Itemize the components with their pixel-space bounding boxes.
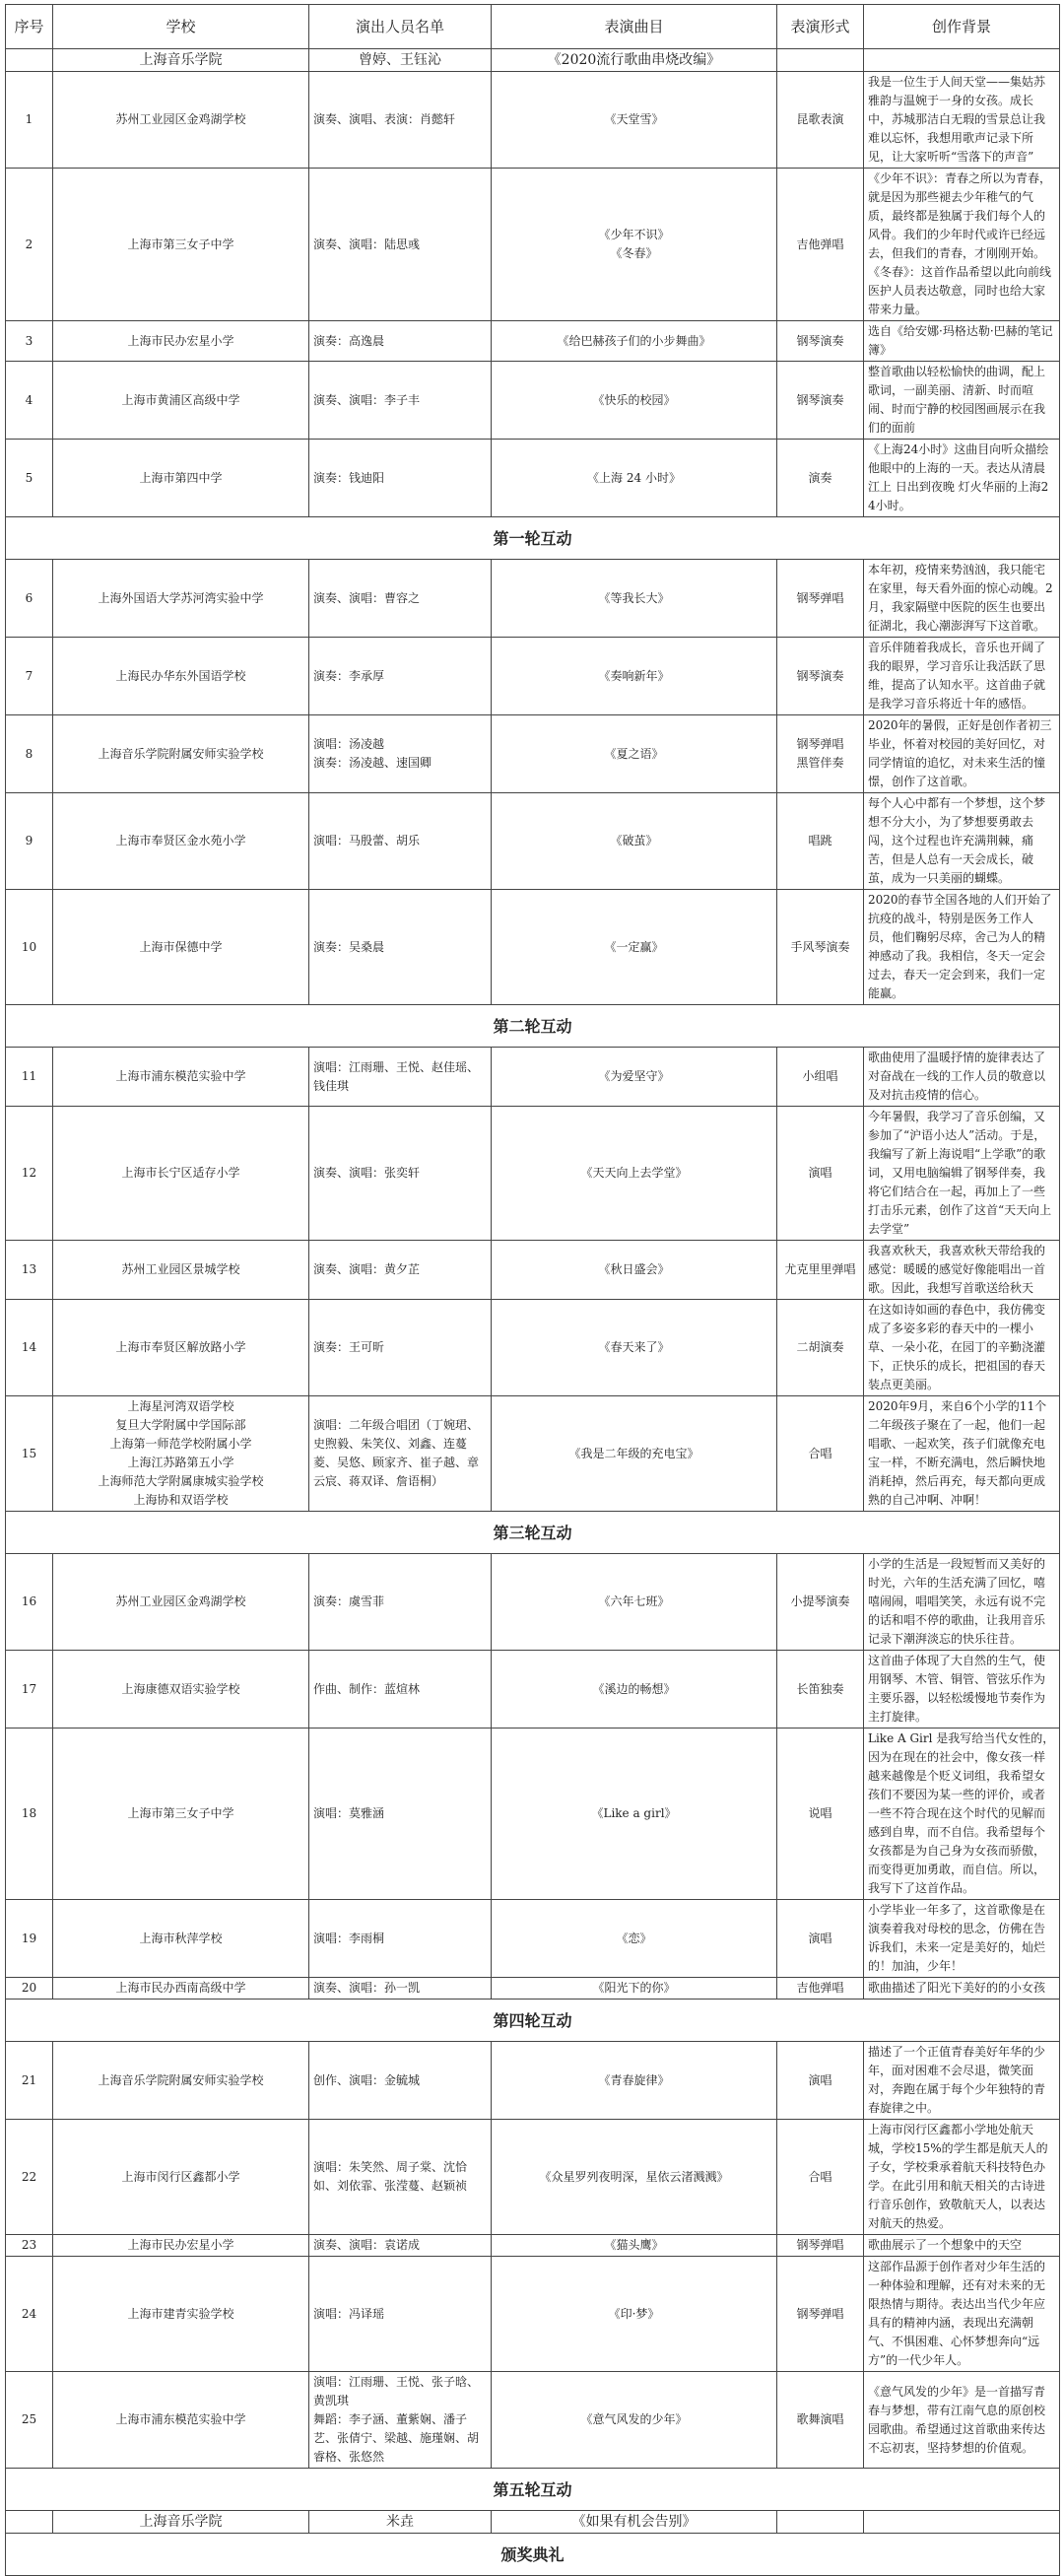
- opening-song: 《2020流行歌曲串烧改编》: [492, 49, 777, 72]
- row-school: 上海市民办西南高级中学: [53, 1978, 309, 2000]
- table-row: [6, 169, 1060, 321]
- row-form: 演奏: [777, 440, 864, 517]
- row-song: 《Like a girl》: [492, 1729, 777, 1900]
- program-sheet: [5, 4, 1059, 2576]
- table-row: [6, 72, 1060, 169]
- row-background: 2020年9月，来自6个小学的11个二年级孩子聚在了一起，他们一起唱歌、一起欢笑，孩子们就像充电宝一样，不断充满电，然后瞬快地消耗掉，然后再充，每天都向更成熟的自己冲啊、冲啊！: [864, 1396, 1060, 1512]
- row-form: 合唱: [777, 1396, 864, 1512]
- row-form: 小组唱: [777, 1048, 864, 1107]
- row-no: 4: [6, 362, 53, 440]
- row-performers: 演唱：江雨珊、王悦、赵佳瑶、钱佳琪: [309, 1048, 492, 1107]
- row-background: 小学的生活是一段短暂而又美好的时光，六年的生活充满了回忆，嘻嘻闹闹，唱唱笑笑，永远有说不完的话和唱不停的歌曲，让我用音乐记录下潮湃淡忘的快乐往昔。: [864, 1554, 1060, 1651]
- table-row: [6, 1241, 1060, 1300]
- row-form: 钢琴演奏: [777, 362, 864, 440]
- row-no: 3: [6, 321, 53, 362]
- row-school: 上海音乐学院附属安师实验学校: [53, 715, 309, 793]
- table-row: [6, 2372, 1060, 2469]
- row-performers: 创作、演唱：金毓城: [309, 2042, 492, 2120]
- row-song: 《给巴赫孩子们的小步舞曲》: [492, 321, 777, 362]
- header-form: 表演形式: [777, 5, 864, 49]
- row-school: 上海市民办宏星小学: [53, 321, 309, 362]
- row-song: 《六年七班》: [492, 1554, 777, 1651]
- row-form: 钢琴弹唱: [777, 2257, 864, 2372]
- row-school: 上海市第三女子中学: [53, 169, 309, 321]
- table-row: [6, 638, 1060, 715]
- row-school: 苏州工业园区金鸡湖学校: [53, 1554, 309, 1651]
- round-title: 第一轮互动: [6, 517, 1060, 560]
- row-performers: 演奏：虞雪菲: [309, 1554, 492, 1651]
- row-background: Like A Girl 是我写给当代女性的，因为在现在的社会中，像女孩一样越来越像是个贬义词组，我希望女孩们不要因为某一些的评价，或者一些不符合现在这个时代的见解而感到自卑，而不自信。我希望每个女孩都是为自己身为女孩而骄傲，而变得更加勇敢，而自信。所以，我写下了这首作品。: [864, 1729, 1060, 1900]
- row-performers: 演唱：马殷蕾、胡乐: [309, 793, 492, 890]
- row-school: 上海民办华东外国语学校: [53, 638, 309, 715]
- row-background: 小学毕业一年多了，这首歌像是在演奏着我对母校的思念，仿佛在告诉我们，未来一定是美好的，灿烂的！加油，少年！: [864, 1900, 1060, 1978]
- row-form: 合唱: [777, 2120, 864, 2235]
- row-school: 上海康德双语实验学校: [53, 1651, 309, 1729]
- row-performers: 演奏、演唱：曹容之: [309, 560, 492, 638]
- row-form: 演唱: [777, 1107, 864, 1241]
- row-form: 长笛独奏: [777, 1651, 864, 1729]
- table-row: [6, 2257, 1060, 2372]
- row-performers: 演奏、演唱：孙一凯: [309, 1978, 492, 2000]
- award-title: 颁奖典礼: [6, 2534, 1060, 2576]
- row-no: 13: [6, 1241, 53, 1300]
- row-no: 20: [6, 1978, 53, 2000]
- header-no: 序号: [6, 5, 53, 49]
- table-row: [6, 1107, 1060, 1241]
- row-song: 《我是二年级的充电宝》: [492, 1396, 777, 1512]
- row-song: 《夏之语》: [492, 715, 777, 793]
- closing-performers: 米垚: [309, 2511, 492, 2534]
- row-song: 《上海 24 小时》: [492, 440, 777, 517]
- row-performers: 演奏、演唱：陆思彧: [309, 169, 492, 321]
- row-form: 昆歌表演: [777, 72, 864, 169]
- row-song: 《众星罗列夜明深，星依云渚溅溅》: [492, 2120, 777, 2235]
- closing-form: [777, 2511, 864, 2534]
- row-form: 吉他弹唱: [777, 1978, 864, 2000]
- program-table: [5, 4, 1060, 2576]
- row-song: 《天堂雪》: [492, 72, 777, 169]
- row-school: 上海市黄浦区高级中学: [53, 362, 309, 440]
- row-song: 《意气风发的少年》: [492, 2372, 777, 2469]
- round-divider: [6, 1005, 1060, 1048]
- round-divider: [6, 1512, 1060, 1554]
- table-row: [6, 1048, 1060, 1107]
- row-background: 描述了一个正值青春美好年华的少年，面对困难不会尽退，微笑面对，奔跑在属于每个少年独特的青春旋律之中。: [864, 2042, 1060, 2120]
- header-performers: 演出人员名单: [309, 5, 492, 49]
- opening-no: [6, 49, 53, 72]
- row-form: 唱跳: [777, 793, 864, 890]
- row-performers: 演奏：吴桑晨: [309, 890, 492, 1005]
- row-form: 钢琴演奏: [777, 638, 864, 715]
- row-school: 上海市秋萍学校: [53, 1900, 309, 1978]
- table-row: [6, 1651, 1060, 1729]
- row-performers: 演奏、演唱：张奕轩: [309, 1107, 492, 1241]
- row-background: 上海市闵行区鑫都小学地处航天城，学校15%的学生都是航天人的子女，学校秉承着航天科技特色办学。在此引用和航天相关的古诗进行音乐创作，致敬航天人，以表达对航天的热爱。: [864, 2120, 1060, 2235]
- row-performers: 演唱：莫雅涵: [309, 1729, 492, 1900]
- row-school: 上海市保德中学: [53, 890, 309, 1005]
- row-school: 上海市长宁区适存小学: [53, 1107, 309, 1241]
- row-no: 12: [6, 1107, 53, 1241]
- row-no: 14: [6, 1300, 53, 1396]
- row-no: 1: [6, 72, 53, 169]
- row-song: 《猫头鹰》: [492, 2235, 777, 2257]
- row-performers: 演唱：二年级合唱团（丁婉珺、史煦毅、朱笑仪、刘鑫、连蔓菱、吴悠、顾家齐、崔子越、章云宸、蒋双译、詹语桐）: [309, 1396, 492, 1512]
- round-title: 第四轮互动: [6, 2000, 1060, 2042]
- row-song: 《恋》: [492, 1900, 777, 1978]
- row-no: 19: [6, 1900, 53, 1978]
- table-row: [6, 1554, 1060, 1651]
- row-form: 钢琴演奏: [777, 321, 864, 362]
- row-performers: 演奏：钱迪阳: [309, 440, 492, 517]
- row-song: 《奏响新年》: [492, 638, 777, 715]
- row-school: 上海星河湾双语学校 复旦大学附属中学国际部 上海第一师范学校附属小学 上海江苏路第五小学 上海师范大学附属康城实验学校 上海协和双语学校: [53, 1396, 309, 1512]
- row-no: 22: [6, 2120, 53, 2235]
- row-no: 9: [6, 793, 53, 890]
- row-no: 23: [6, 2235, 53, 2257]
- row-background: 今年暑假，我学习了音乐创编，又参加了“沪语小达人”活动。于是，我编写了新上海说唱“上学歌”的歌词，又用电脑编辑了钢琴伴奏，我将它们结合在一起，再加上了一些打击乐元素，创作了这首“天天向上去学堂”: [864, 1107, 1060, 1241]
- row-performers: 演奏、演唱：袁诺成: [309, 2235, 492, 2257]
- row-background: 2020年的暑假，正好是创作者初三毕业，怀着对校园的美好回忆，对同学情谊的追忆，对未来生活的憧憬，创作了这首歌。: [864, 715, 1060, 793]
- row-song: 《阳光下的你》: [492, 1978, 777, 2000]
- row-school: 上海市建青实验学校: [53, 2257, 309, 2372]
- row-form: 歌舞演唱: [777, 2372, 864, 2469]
- row-form: 钢琴弹唱: [777, 560, 864, 638]
- row-school: 上海音乐学院附属安师实验学校: [53, 2042, 309, 2120]
- row-song: 《秋日盛会》: [492, 1241, 777, 1300]
- row-performers: 演唱：朱笑然、周子棠、沈恰如、刘依霏、张滢蔓、赵颖祯: [309, 2120, 492, 2235]
- row-form: 二胡演奏: [777, 1300, 864, 1396]
- table-row: [6, 2042, 1060, 2120]
- row-song: 《快乐的校园》: [492, 362, 777, 440]
- header-row: [6, 5, 1060, 49]
- opening-background: [864, 49, 1060, 72]
- row-song: 《青春旋律》: [492, 2042, 777, 2120]
- table-row: [6, 1396, 1060, 1512]
- row-form: 小提琴演奏: [777, 1554, 864, 1651]
- row-form: 尤克里里弹唱: [777, 1241, 864, 1300]
- table-row: [6, 2120, 1060, 2235]
- row-school: 上海市第三女子中学: [53, 1729, 309, 1900]
- table-row: [6, 440, 1060, 517]
- row-no: 7: [6, 638, 53, 715]
- row-no: 21: [6, 2042, 53, 2120]
- row-background: 我喜欢秋天，我喜欢秋天带给我的感觉：暖暖的感觉好像能唱出一首歌。因此，我想写首歌送给秋天: [864, 1241, 1060, 1300]
- program-body: [6, 49, 1060, 2576]
- row-school: 上海市闵行区鑫都小学: [53, 2120, 309, 2235]
- closing-no: [6, 2511, 53, 2534]
- table-row: [6, 890, 1060, 1005]
- table-row: [6, 1729, 1060, 1900]
- row-performers: 演唱：汤凌越 演奏：汤凌越、速国卿: [309, 715, 492, 793]
- row-performers: 演奏：王可昕: [309, 1300, 492, 1396]
- row-school: 上海市第四中学: [53, 440, 309, 517]
- table-row: [6, 321, 1060, 362]
- round-divider: [6, 2000, 1060, 2042]
- row-performers: 演奏、演唱：李子丰: [309, 362, 492, 440]
- row-performers: 演唱：冯译瑶: [309, 2257, 492, 2372]
- row-performers: 演奏：高逸晨: [309, 321, 492, 362]
- row-performers: 演奏、演唱、表演：肖懿轩: [309, 72, 492, 169]
- row-school: 上海市民办宏星小学: [53, 2235, 309, 2257]
- row-no: 24: [6, 2257, 53, 2372]
- row-background: 《少年不识》：青春之所以为青春，就是因为那些褪去少年稚气的气质，最终都是独属于我们每个人的风骨。我们的少年时代或许已经远去，但我们的青春，才刚刚开始。 《冬春》：这首作品希望以此向前线医护人员表达敬意，同时也给大家带来力量。: [864, 169, 1060, 321]
- award-row: [6, 2534, 1060, 2576]
- opening-school: 上海音乐学院: [53, 49, 309, 72]
- row-background: 《意气风发的少年》是一首描写青春与梦想，带有江南气息的原创校园歌曲。希望通过这首歌曲来传达不忘初衷，坚持梦想的价值观。: [864, 2372, 1060, 2469]
- row-form: 钢琴弹唱: [777, 2235, 864, 2257]
- closing-song: 《如果有机会告别》: [492, 2511, 777, 2534]
- row-form: 演唱: [777, 2042, 864, 2120]
- row-school: 上海市浦东模范实验中学: [53, 2372, 309, 2469]
- row-performers: 作曲、制作：蓝煊林: [309, 1651, 492, 1729]
- row-form: 说唱: [777, 1729, 864, 1900]
- table-row: [6, 2235, 1060, 2257]
- row-school: 苏州工业园区金鸡湖学校: [53, 72, 309, 169]
- row-school: 上海市奉贤区金水苑小学: [53, 793, 309, 890]
- row-no: 16: [6, 1554, 53, 1651]
- row-no: 11: [6, 1048, 53, 1107]
- row-background: 音乐伴随着我成长，音乐也开阔了我的眼界，学习音乐让我活跃了思维，提高了认知水平。这首曲子就是我学习音乐将近十年的感悟。: [864, 638, 1060, 715]
- row-performers: 演奏、演唱：黄夕芷: [309, 1241, 492, 1300]
- row-song: 《少年不识》 《冬春》: [492, 169, 777, 321]
- round-divider: [6, 2469, 1060, 2511]
- row-background: 我是一位生于人间天堂——集姑苏雅韵与温婉于一身的女孩。成长中，苏城那洁白无瑕的雪景总让我难以忘怀，我想用歌声记录下所见，让大家听听“雪落下的声音”: [864, 72, 1060, 169]
- round-title: 第三轮互动: [6, 1512, 1060, 1554]
- row-performers: 演奏：李承厚: [309, 638, 492, 715]
- row-no: 25: [6, 2372, 53, 2469]
- row-form: 手风琴演奏: [777, 890, 864, 1005]
- row-background: 这部作品源于创作者对少年生活的一种体验和理解，还有对未来的无限热情与期待。表达出当代少年应具有的精神内涵，表现出充满朝气、不惧困难、心怀梦想奔向“远方”的一代少年人。: [864, 2257, 1060, 2372]
- row-performers: 演唱：李雨桐: [309, 1900, 492, 1978]
- table-row: [6, 560, 1060, 638]
- row-background: 这首曲子体现了大自然的生气，使用钢琴、木管、铜管、管弦乐作为主要乐器，以轻松缓慢地节奏作为主打旋律。: [864, 1651, 1060, 1729]
- row-song: 《等我长大》: [492, 560, 777, 638]
- row-background: 整首歌曲以轻松愉快的曲调，配上歌词，一副美丽、清新、时而喧闹、时而宁静的校园图画展示在我们的面前: [864, 362, 1060, 440]
- row-background: 2020的春节全国各地的人们开始了抗疫的战斗，特别是医务工作人员，他们鞠躬尽瘁，舍己为人的精神感动了我。我相信，冬天一定会过去，春天一定会到来，我们一定能赢。: [864, 890, 1060, 1005]
- row-school: 苏州工业园区景城学校: [53, 1241, 309, 1300]
- round-divider: [6, 517, 1060, 560]
- table-row: [6, 715, 1060, 793]
- row-song: 《天天向上去学堂》: [492, 1107, 777, 1241]
- row-no: 10: [6, 890, 53, 1005]
- row-song: 《破茧》: [492, 793, 777, 890]
- row-form: 钢琴弹唱 黑管伴奏: [777, 715, 864, 793]
- opening-performers: 曾婷、王钰沁: [309, 49, 492, 72]
- table-row: [6, 1978, 1060, 2000]
- header-school: 学校: [53, 5, 309, 49]
- opening-form: [777, 49, 864, 72]
- row-form: 吉他弹唱: [777, 169, 864, 321]
- row-no: 18: [6, 1729, 53, 1900]
- opening-row: [6, 49, 1060, 72]
- table-row: [6, 793, 1060, 890]
- row-background: 本年初，疫情来势汹汹，我只能宅在家里，每天看外面的惊心动魄。2月，我家隔壁中医院的医生也要出征湖北，我心潮澎湃写下这首歌。: [864, 560, 1060, 638]
- table-row: [6, 362, 1060, 440]
- header-song: 表演曲目: [492, 5, 777, 49]
- row-background: 歌曲描述了阳光下美好的的小女孩: [864, 1978, 1060, 2000]
- row-no: 2: [6, 169, 53, 321]
- row-background: 歌曲使用了温暖抒情的旋律表达了对奋战在一线的工作人员的敬意以及对抗击疫情的信心。: [864, 1048, 1060, 1107]
- row-no: 5: [6, 440, 53, 517]
- round-title: 第五轮互动: [6, 2469, 1060, 2511]
- row-school: 上海市浦东模范实验中学: [53, 1048, 309, 1107]
- row-no: 8: [6, 715, 53, 793]
- row-no: 6: [6, 560, 53, 638]
- row-song: 《春天来了》: [492, 1300, 777, 1396]
- row-background: 在这如诗如画的春色中，我仿佛变成了多姿多彩的春天中的一棵小草、一朵小花，在园丁的辛勤浇灌下，正快乐的成长，把祖国的春天装点更美丽。: [864, 1300, 1060, 1396]
- row-song: 《印·梦》: [492, 2257, 777, 2372]
- row-song: 《溪边的畅想》: [492, 1651, 777, 1729]
- table-row: [6, 1300, 1060, 1396]
- row-school: 上海市奉贤区解放路小学: [53, 1300, 309, 1396]
- round-title: 第二轮互动: [6, 1005, 1060, 1048]
- row-background: 每个人心中都有一个梦想，这个梦想不分大小，为了梦想要勇敢去闯，这个过程也许充满荆棘，痛苦，但是人总有一天会成长，破茧，成为一只美丽的蝴蝶。: [864, 793, 1060, 890]
- row-form: 演唱: [777, 1900, 864, 1978]
- row-no: 15: [6, 1396, 53, 1512]
- row-background: 选自《给安娜·玛格达勒·巴赫的笔记簿》: [864, 321, 1060, 362]
- row-school: 上海外国语大学苏河湾实验中学: [53, 560, 309, 638]
- closing-row: [6, 2511, 1060, 2534]
- row-song: 《为爱坚守》: [492, 1048, 777, 1107]
- row-song: 《一定赢》: [492, 890, 777, 1005]
- row-no: 17: [6, 1651, 53, 1729]
- row-background: 歌曲展示了一个想象中的天空: [864, 2235, 1060, 2257]
- row-performers: 演唱：江雨珊、王悦、张子晗、黄凯琪 舞蹈：李子涵、董紫娴、潘子艺、张倩宁、梁越、施瑾娴、胡睿格、张悠然: [309, 2372, 492, 2469]
- row-background: 《上海24小时》这曲目向听众描绘他眼中的上海的一天。表达从清晨江上 日出到夜晚 灯火华丽的上海24小时。: [864, 440, 1060, 517]
- table-row: [6, 1900, 1060, 1978]
- closing-school: 上海音乐学院: [53, 2511, 309, 2534]
- header-background: 创作背景: [864, 5, 1060, 49]
- closing-background: [864, 2511, 1060, 2534]
